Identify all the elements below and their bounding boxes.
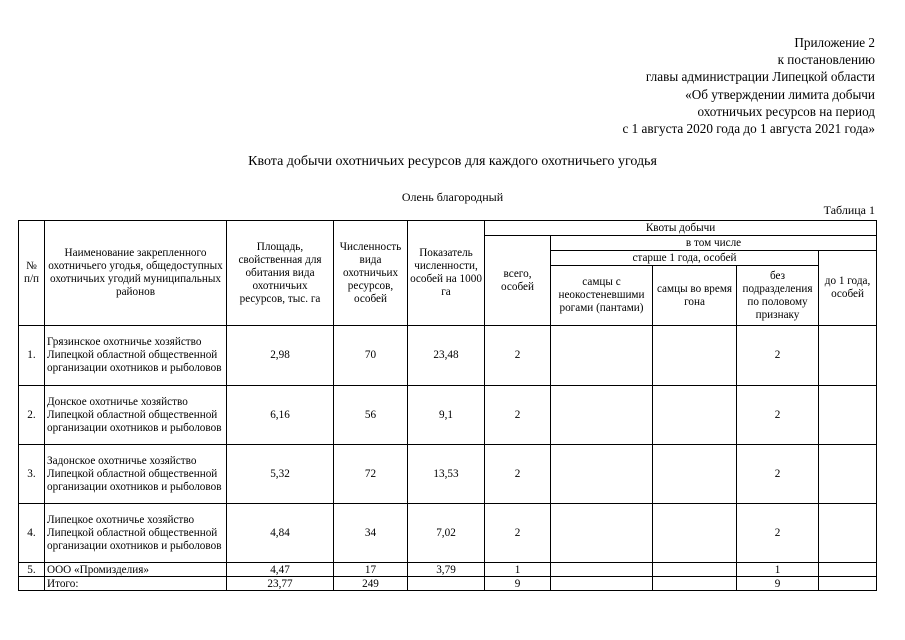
cell-total: 9 (485, 577, 551, 591)
cell-density: 3,79 (408, 563, 485, 577)
cell-density: 9,1 (408, 386, 485, 445)
appendix-line: «Об утверждении лимита добычи (685, 86, 875, 102)
cell-name: Донское охотничье хозяйство Липецкой областной общественной организации охотников и рыболовов (45, 386, 227, 445)
table-row (19, 563, 877, 577)
cell-under1 (819, 386, 877, 445)
cell-count: 56 (334, 386, 408, 445)
cell-males-rut (653, 326, 737, 386)
cell-num: 1. (19, 326, 45, 386)
header-males-antlers: самцы с неокостеневшими рогами (пантами) (551, 266, 653, 326)
appendix-line: главы администрации Липецкой области (645, 69, 875, 85)
cell-under1 (819, 577, 877, 591)
cell-total: 2 (485, 445, 551, 504)
cell-males-antlers (551, 563, 653, 577)
cell-name: Задонское охотничье хозяйство Липецкой областной общественной организации охотников и рыболовов (45, 445, 227, 504)
cell-density: 13,53 (408, 445, 485, 504)
cell-area: 4,47 (227, 563, 334, 577)
header-num: № п/п (19, 221, 45, 326)
cell-area: 4,84 (227, 504, 334, 563)
cell-under1 (819, 504, 877, 563)
header-under1: до 1 года, особей (819, 251, 877, 326)
header-name: Наименование закрепленного охотничьего угодья, общедоступных охотничьих угодий муниципальных районов (45, 221, 227, 326)
cell-density (408, 577, 485, 591)
table-number: Таблица 1 (823, 203, 875, 217)
cell-name: Липецкое охотничье хозяйство Липецкой областной общественной организации охотников и рыболовов (45, 504, 227, 563)
header-count: Численность вида охотничьих ресурсов, особей (334, 221, 408, 326)
cell-males-antlers (551, 386, 653, 445)
cell-no-sex: 2 (737, 445, 819, 504)
cell-no-sex: 9 (737, 577, 819, 591)
cell-males-antlers (551, 445, 653, 504)
cell-area: 6,16 (227, 386, 334, 445)
cell-num: 5. (19, 563, 45, 577)
quota-table (18, 220, 877, 591)
document-title: Квота добычи охотничьих ресурсов для каждого охотничьего угодья (248, 154, 657, 169)
cell-males-antlers (551, 326, 653, 386)
cell-num: 3. (19, 445, 45, 504)
cell-count: 34 (334, 504, 408, 563)
cell-males-rut (653, 577, 737, 591)
cell-count: 70 (334, 326, 408, 386)
cell-males-rut (653, 386, 737, 445)
cell-males-antlers (551, 577, 653, 591)
appendix-reference (623, 34, 876, 137)
cell-total: 2 (485, 504, 551, 563)
species-subtitle: Олень благородный (401, 190, 504, 204)
cell-total: 1 (485, 563, 551, 577)
cell-no-sex: 2 (737, 386, 819, 445)
table-row (19, 386, 877, 445)
table-row (19, 326, 877, 386)
header-males-rut: самцы во время гона (653, 266, 737, 326)
header-area: Площадь, свойственная для обитания вида охотничьих ресурсов, тыс. га (227, 221, 334, 326)
cell-name: Итого: (45, 577, 227, 591)
appendix-line: охотничьих ресурсов на период (697, 103, 875, 119)
appendix-line: Приложение 2 (794, 35, 875, 50)
cell-count: 249 (334, 577, 408, 591)
table-row (19, 504, 877, 563)
cell-no-sex: 2 (737, 326, 819, 386)
cell-count: 17 (334, 563, 408, 577)
header-no-sex: без подразделения по половому признаку (737, 266, 819, 326)
cell-total: 2 (485, 386, 551, 445)
cell-males-rut (653, 504, 737, 563)
cell-males-rut (653, 445, 737, 504)
cell-num: 2. (19, 386, 45, 445)
cell-num: 4. (19, 504, 45, 563)
header-total: всего, особей (485, 236, 551, 326)
header-density: Показатель численности, особей на 1000 га (408, 221, 485, 326)
cell-area: 5,32 (227, 445, 334, 504)
appendix-line: с 1 августа 2020 года до 1 августа 2021 года» (622, 121, 875, 137)
appendix-line: к постановлению (777, 52, 875, 68)
cell-num (19, 577, 45, 591)
cell-no-sex: 1 (737, 563, 819, 577)
cell-density: 7,02 (408, 504, 485, 563)
header-older: старше 1 года, особей (551, 251, 819, 266)
cell-area: 2,98 (227, 326, 334, 386)
header-including: в том числе (551, 236, 877, 251)
cell-name: ООО «Промизделия» (45, 563, 227, 577)
cell-total: 2 (485, 326, 551, 386)
cell-males-antlers (551, 504, 653, 563)
cell-name: Грязинское охотничье хозяйство Липецкой областной общественной организации охотников и рыболовов (45, 326, 227, 386)
cell-count: 72 (334, 445, 408, 504)
cell-no-sex: 2 (737, 504, 819, 563)
cell-males-rut (653, 563, 737, 577)
header-quotas: Квоты добычи (485, 221, 877, 236)
cell-under1 (819, 445, 877, 504)
totals-row (19, 577, 877, 591)
cell-under1 (819, 326, 877, 386)
table-row (19, 445, 877, 504)
cell-under1 (819, 563, 877, 577)
cell-area: 23,77 (227, 577, 334, 591)
cell-density: 23,48 (408, 326, 485, 386)
